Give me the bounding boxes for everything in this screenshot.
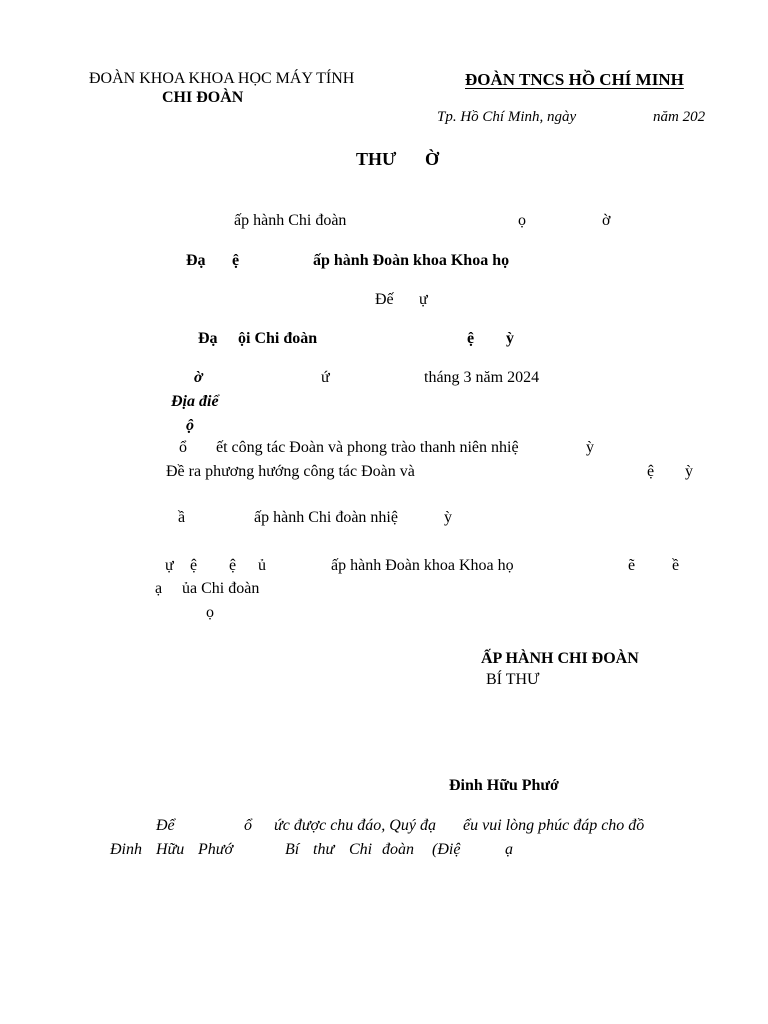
- footer-line2-a: Đinh: [110, 841, 142, 858]
- body-line12-b: ủa Chi đoàn: [182, 580, 260, 597]
- body-line11-a: ự: [165, 557, 174, 574]
- footer-line2-e: thư: [313, 841, 335, 858]
- signature-role: BÍ THƯ: [486, 671, 540, 688]
- body-line10-b: ấp hành Chi đoàn nhiệ: [254, 509, 398, 526]
- document-title-part1: THƯ: [356, 149, 397, 169]
- body-line11-f: ẽ: [628, 557, 636, 574]
- body-line4-a: Đạ: [198, 330, 218, 347]
- body-line1-b: ọ: [518, 212, 526, 229]
- footer-line1-c: ức được chu đáo, Quý đạ: [274, 817, 436, 834]
- body-line5-b: ứ: [321, 369, 330, 386]
- body-line4-c: ệ: [467, 330, 475, 347]
- header-org-name: ĐOÀN KHOA KHOA HỌC MÁY TÍNH: [89, 70, 355, 87]
- header-union-title: ĐOÀN TNCS HỒ CHÍ MINH: [465, 70, 684, 89]
- footer-line2-d: Bí: [285, 841, 300, 858]
- signature-name: Đinh Hữu Phướ: [449, 777, 559, 794]
- body-line9-b: ệ: [647, 463, 655, 480]
- body-line8-c: ỳ: [586, 439, 594, 456]
- body-line1-a: ấp hành Chi đoàn: [234, 212, 347, 229]
- footer-line2-f: Chi: [349, 841, 373, 858]
- body-line5-c: tháng 3 năm 2024: [424, 369, 540, 386]
- footer-line2-b: Hữu: [156, 841, 185, 858]
- body-line11-e: ấp hành Đoàn khoa Khoa họ: [331, 557, 514, 574]
- body-line7-a: ộ: [186, 417, 194, 434]
- body-line4-b: ội Chi đoàn: [238, 330, 318, 347]
- body-line3-a: Đế: [375, 291, 394, 308]
- header-date-place: Tp. Hồ Chí Minh, ngày: [437, 109, 577, 125]
- footer-line2-h: (Điệ: [432, 841, 461, 858]
- body-line5-a: ờ: [194, 369, 203, 386]
- header-chi-doan: CHI ĐOÀN: [162, 89, 244, 106]
- body-line11-g: ề: [672, 557, 680, 574]
- footer-line1-b: ổ: [244, 817, 252, 834]
- body-line2-b: ệ: [232, 252, 240, 269]
- footer-line2-c: Phướ: [198, 841, 234, 858]
- body-line11-d: ủ: [258, 557, 266, 574]
- body-line10-a: ầ: [178, 509, 186, 526]
- body-line6-a: Địa điể: [171, 393, 219, 410]
- body-line4-d: ỳ: [506, 330, 514, 347]
- header-date-year: năm 202: [653, 109, 706, 125]
- body-line11-b: ệ: [190, 557, 198, 574]
- footer-line2-g: đoàn: [382, 841, 414, 858]
- footer-line2-i: ạ: [505, 841, 513, 858]
- body-line2-a: Đạ: [186, 252, 206, 269]
- body-line9-a: Đề ra phương hướng công tác Đoàn và: [166, 463, 415, 480]
- body-line12-a: ạ: [155, 580, 163, 597]
- body-line10-c: ỳ: [444, 509, 452, 526]
- signature-org: ẤP HÀNH CHI ĐOÀN: [481, 650, 639, 667]
- body-line8-b: ết công tác Đoàn và phong trào thanh niên nhiệ: [216, 439, 519, 456]
- body-line11-c: ệ: [229, 557, 237, 574]
- body-line9-c: ỳ: [685, 463, 693, 480]
- document-title-part2: Ờ: [425, 149, 440, 169]
- footer-line1-d: ểu vui lòng phúc đáp cho đồ: [463, 817, 645, 834]
- body-line13-a: ọ: [206, 604, 214, 621]
- body-line8-a: ổ: [179, 439, 187, 456]
- footer-line1-a: Để: [156, 817, 175, 834]
- body-line2-c: ấp hành Đoàn khoa Khoa họ: [313, 252, 510, 269]
- body-line1-c: ờ: [602, 212, 611, 229]
- body-line3-b: ự: [419, 291, 428, 308]
